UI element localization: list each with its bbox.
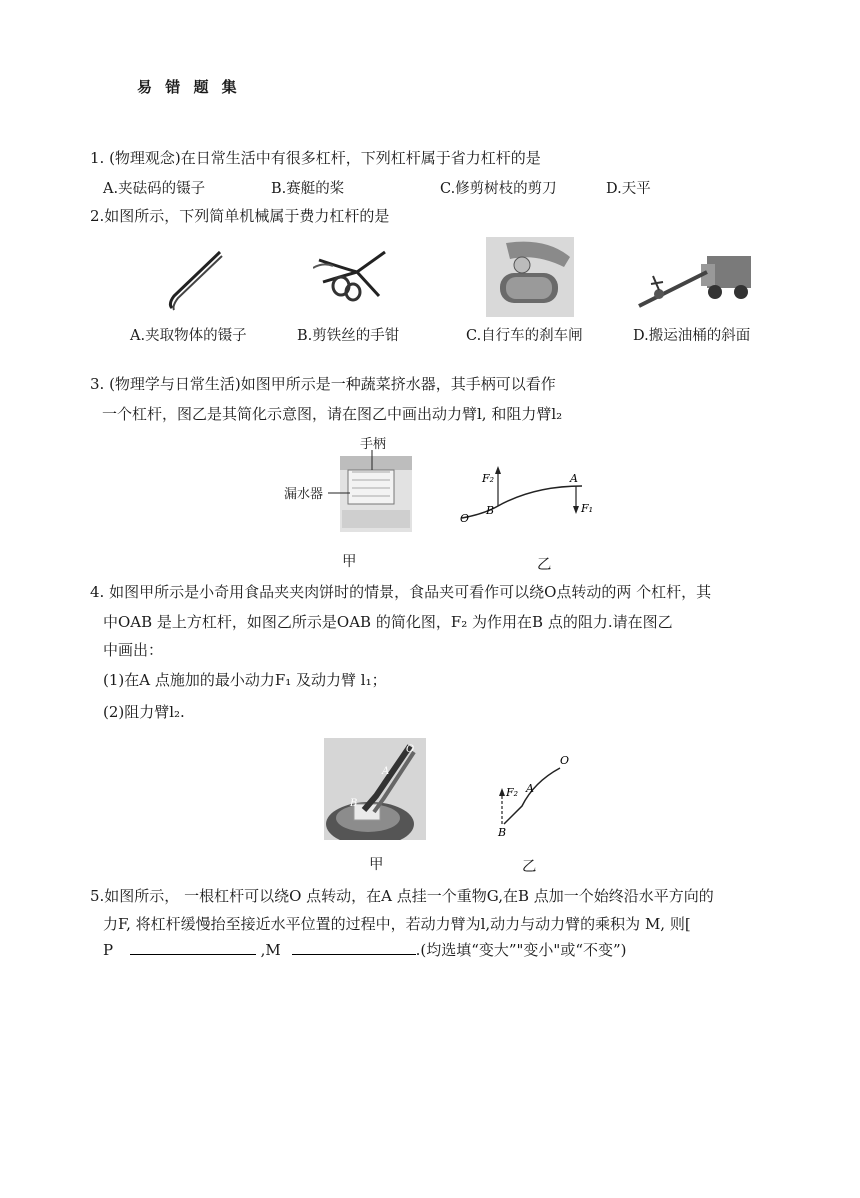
q3-caption-yi: 乙 [537, 557, 552, 573]
q4-yi-label-f2: F₂ [506, 786, 519, 799]
q1-option-d: D.天平 [606, 181, 651, 197]
q5-blank-p[interactable] [130, 940, 256, 955]
q2-caption-a: A.夹取物体的镊子 [130, 328, 247, 344]
q3-line1: 3. (物理学与日常生活)如图甲所示是一种蔬菜挤水器，其手柄可以看作 [90, 375, 556, 393]
q5-line3 [103, 940, 627, 960]
q3-label-strainer: 漏水器 [284, 487, 324, 502]
bike-brake-image [486, 237, 574, 317]
q4-sub1: (1)在A 点施加的最小动力F₁ 及动力臂 l₁； [103, 671, 387, 689]
q4-yi-label-a: A [526, 782, 534, 795]
q2-stem: 2.如图所示，下列简单机械属于费力杠杆的是 [90, 207, 390, 225]
q5-line2: 力F, 将杠杆缓慢抬至接近水平位置的过程中，若动力臂为l,动力与动力臂的乘积为 M, 则[ [103, 915, 691, 933]
q3-fig-yi [454, 462, 604, 526]
q4-line2: 中OAB 是上方杠杆，如图乙所示是OAB 的简化图，F₂ 为作用在B 点的阻力.请在图乙 [103, 613, 673, 631]
q4-jia-label-b: B [350, 798, 358, 809]
q3-label-f2: F₂ [482, 472, 495, 485]
q4-caption-jia: 甲 [369, 857, 384, 873]
q4-sub2: (2)阻力臂l₂. [103, 703, 185, 721]
q3-label-b: B [486, 504, 495, 517]
q4-line3: 中画出： [103, 641, 164, 659]
q4-jia-label-a: A [382, 766, 390, 777]
q5-tail: .(均选填“变大”"变小"或“不变”) [415, 941, 627, 959]
q2-caption-c: C.自行车的刹车闸 [466, 328, 583, 344]
q1-option-b: B.赛艇的桨 [271, 181, 345, 197]
q4-caption-yi: 乙 [522, 859, 537, 875]
q2-caption-b: B.剪铁丝的手钳 [297, 328, 400, 344]
q4-fig-yi [492, 752, 582, 840]
q4-yi-label-b: B [498, 826, 507, 839]
q5-blank-m[interactable] [292, 940, 416, 955]
q3-label-handle: 手柄 [360, 437, 387, 452]
q5-m-label: ,M [260, 941, 281, 959]
pliers-image [313, 242, 389, 304]
q5-p-label: P [103, 941, 114, 959]
q4-fig-jia [324, 738, 426, 840]
ramp-truck-image [637, 250, 755, 308]
page-title: 易 错 题 集 [137, 78, 241, 96]
q2-caption-d: D.搬运油桶的斜面 [633, 328, 751, 344]
q5-line1: 5.如图所示， 一根杠杆可以绕O 点转动，在A 点挂一个重物G,在B 点加一个始终沿水平方向的 [90, 887, 714, 905]
q4-yi-label-o: O [560, 754, 570, 767]
q1-stem: 1. (物理观念)在日常生活中有很多杠杆，下列杠杆属于省力杠杆的是 [90, 149, 541, 167]
tweezers-image [160, 248, 230, 312]
q1-option-a: A.夹砝码的镊子 [103, 181, 206, 197]
q1-option-c: C.修剪树枝的剪刀 [440, 181, 557, 197]
q3-label-a: A [570, 472, 578, 485]
q4-line1: 4. 如图甲所示是小奇用食品夹夹肉饼时的情景，食品夹可看作可以绕O点转动的两 个杠杆，其 [90, 583, 712, 601]
q3-label-o: O [460, 512, 470, 525]
q4-jia-label-o: O [406, 744, 415, 755]
q3-label-f1: F₁ [581, 502, 594, 515]
q3-caption-jia: 甲 [342, 554, 357, 570]
q3-line2: 一个杠杆，图乙是其简化示意图，请在图乙中画出动力臂l, 和阻力臂l₂ [102, 405, 563, 423]
q3-fig-jia [284, 436, 418, 536]
